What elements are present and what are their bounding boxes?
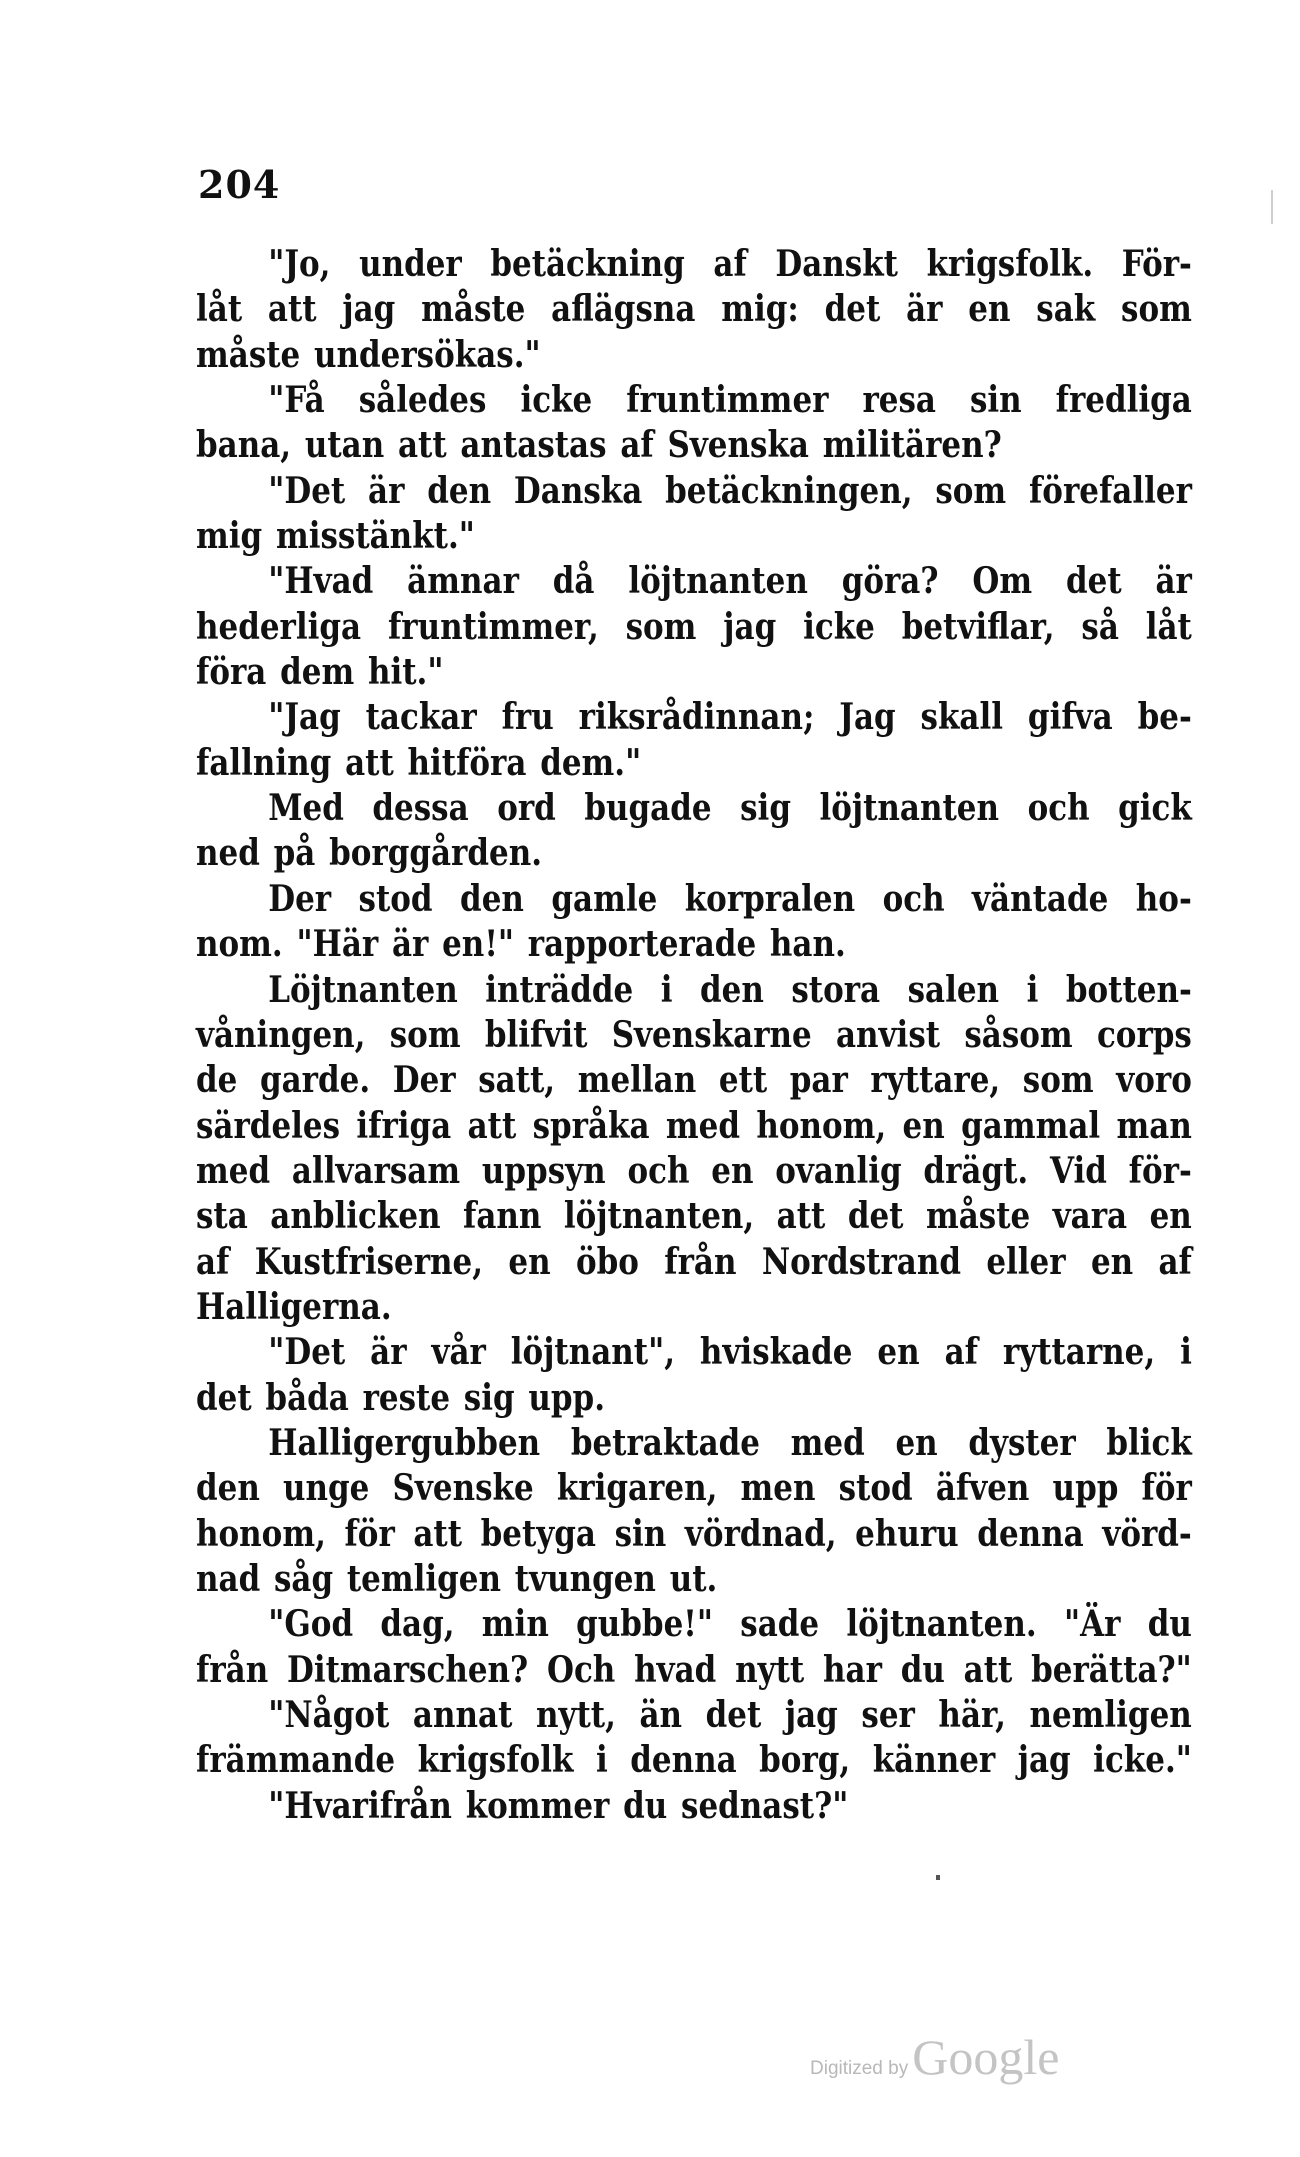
text-line: "Det är vår löjtnant", hviskade en af ryttarne, i xyxy=(268,1331,1192,1374)
text-line: hederliga fruntimmer, som jag icke betviflar, så låt xyxy=(196,605,1192,648)
text-line: honom, för att betyga sin vördnad, ehuru denna vörd- xyxy=(196,1512,1192,1555)
text-line: Med dessa ord bugade sig löjtnanten och gick xyxy=(268,787,1192,830)
text-line: nom. "Här är en!" rapporterade han. xyxy=(196,923,846,966)
text-line: "Jo, under betäckning af Danskt krigsfolk. För- xyxy=(268,243,1192,285)
text-line: föra dem hit." xyxy=(196,651,444,694)
text-line: från Ditmarschen? Och hvad nytt har du att berätta?" xyxy=(196,1648,1192,1691)
text-line: våningen, som blifvit Svenskarne anvist såsom corps xyxy=(196,1013,1192,1056)
text-line: "Det är den Danska betäckningen, som förefaller xyxy=(268,469,1192,512)
scan-speck xyxy=(936,1875,940,1880)
text-line: Halligerna. xyxy=(196,1285,392,1328)
text-line: mig misstänkt." xyxy=(196,515,475,558)
text-line: sta anblicken fann löjtnanten, att det måste vara en xyxy=(196,1195,1192,1238)
text-line: "God dag, min gubbe!" sade löjtnanten. "Är du xyxy=(268,1603,1192,1646)
text-line: "Hvad ämnar då löjtnanten göra? Om det är xyxy=(268,560,1192,603)
text-line: bana, utan att antastas af Svenska militären? xyxy=(196,424,1002,467)
text-line: "Få således icke fruntimmer resa sin fredliga xyxy=(268,379,1192,422)
digitized-by-label: Digitized by xyxy=(810,2058,909,2079)
text-line: fallning att hitföra dem." xyxy=(196,741,642,784)
text-line: af Kustfriserne, en öbo från Nordstrand eller en af xyxy=(196,1240,1192,1283)
scan-speck xyxy=(1271,190,1273,224)
text-line: nad såg temligen tvungen ut. xyxy=(196,1557,718,1600)
text-line: Der stod den gamle korpralen och väntade ho- xyxy=(268,877,1192,920)
text-line: det båda reste sig upp. xyxy=(196,1376,605,1419)
text-line: de garde. Der satt, mellan ett par ryttare, som voro xyxy=(196,1059,1192,1102)
text-line: låt att jag måste aflägsna mig: det är en sak som xyxy=(196,288,1192,331)
body-text xyxy=(196,242,1192,1829)
text-line: ned på borggården. xyxy=(196,832,543,875)
text-line: främmande krigsfolk i denna borg, känner jag icke." xyxy=(196,1739,1192,1782)
text-line: "Hvarifrån kommer du sednast?" xyxy=(268,1784,849,1827)
digitized-by-watermark xyxy=(810,2028,1059,2086)
google-logo: Google xyxy=(912,2029,1060,2085)
text-line: "Något annat nytt, än det jag ser här, nemligen xyxy=(268,1694,1192,1736)
text-line: Löjtnanten inträdde i den stora salen i botten- xyxy=(268,968,1192,1011)
text-line: måste undersökas." xyxy=(196,333,541,376)
text-line: den unge Svenske krigaren, men stod äfven upp för xyxy=(196,1467,1192,1510)
text-line: särdeles ifriga att språka med honom, en gammal man xyxy=(196,1104,1192,1147)
page-number: 204 xyxy=(198,162,281,207)
text-line: med allvarsam uppsyn och en ovanlig drägt. Vid för- xyxy=(196,1149,1192,1192)
text-line: Halligergubben betraktade med en dyster blick xyxy=(268,1421,1192,1464)
text-line: "Jag tackar fru riksrådinnan; Jag skall gifva be- xyxy=(268,696,1192,739)
